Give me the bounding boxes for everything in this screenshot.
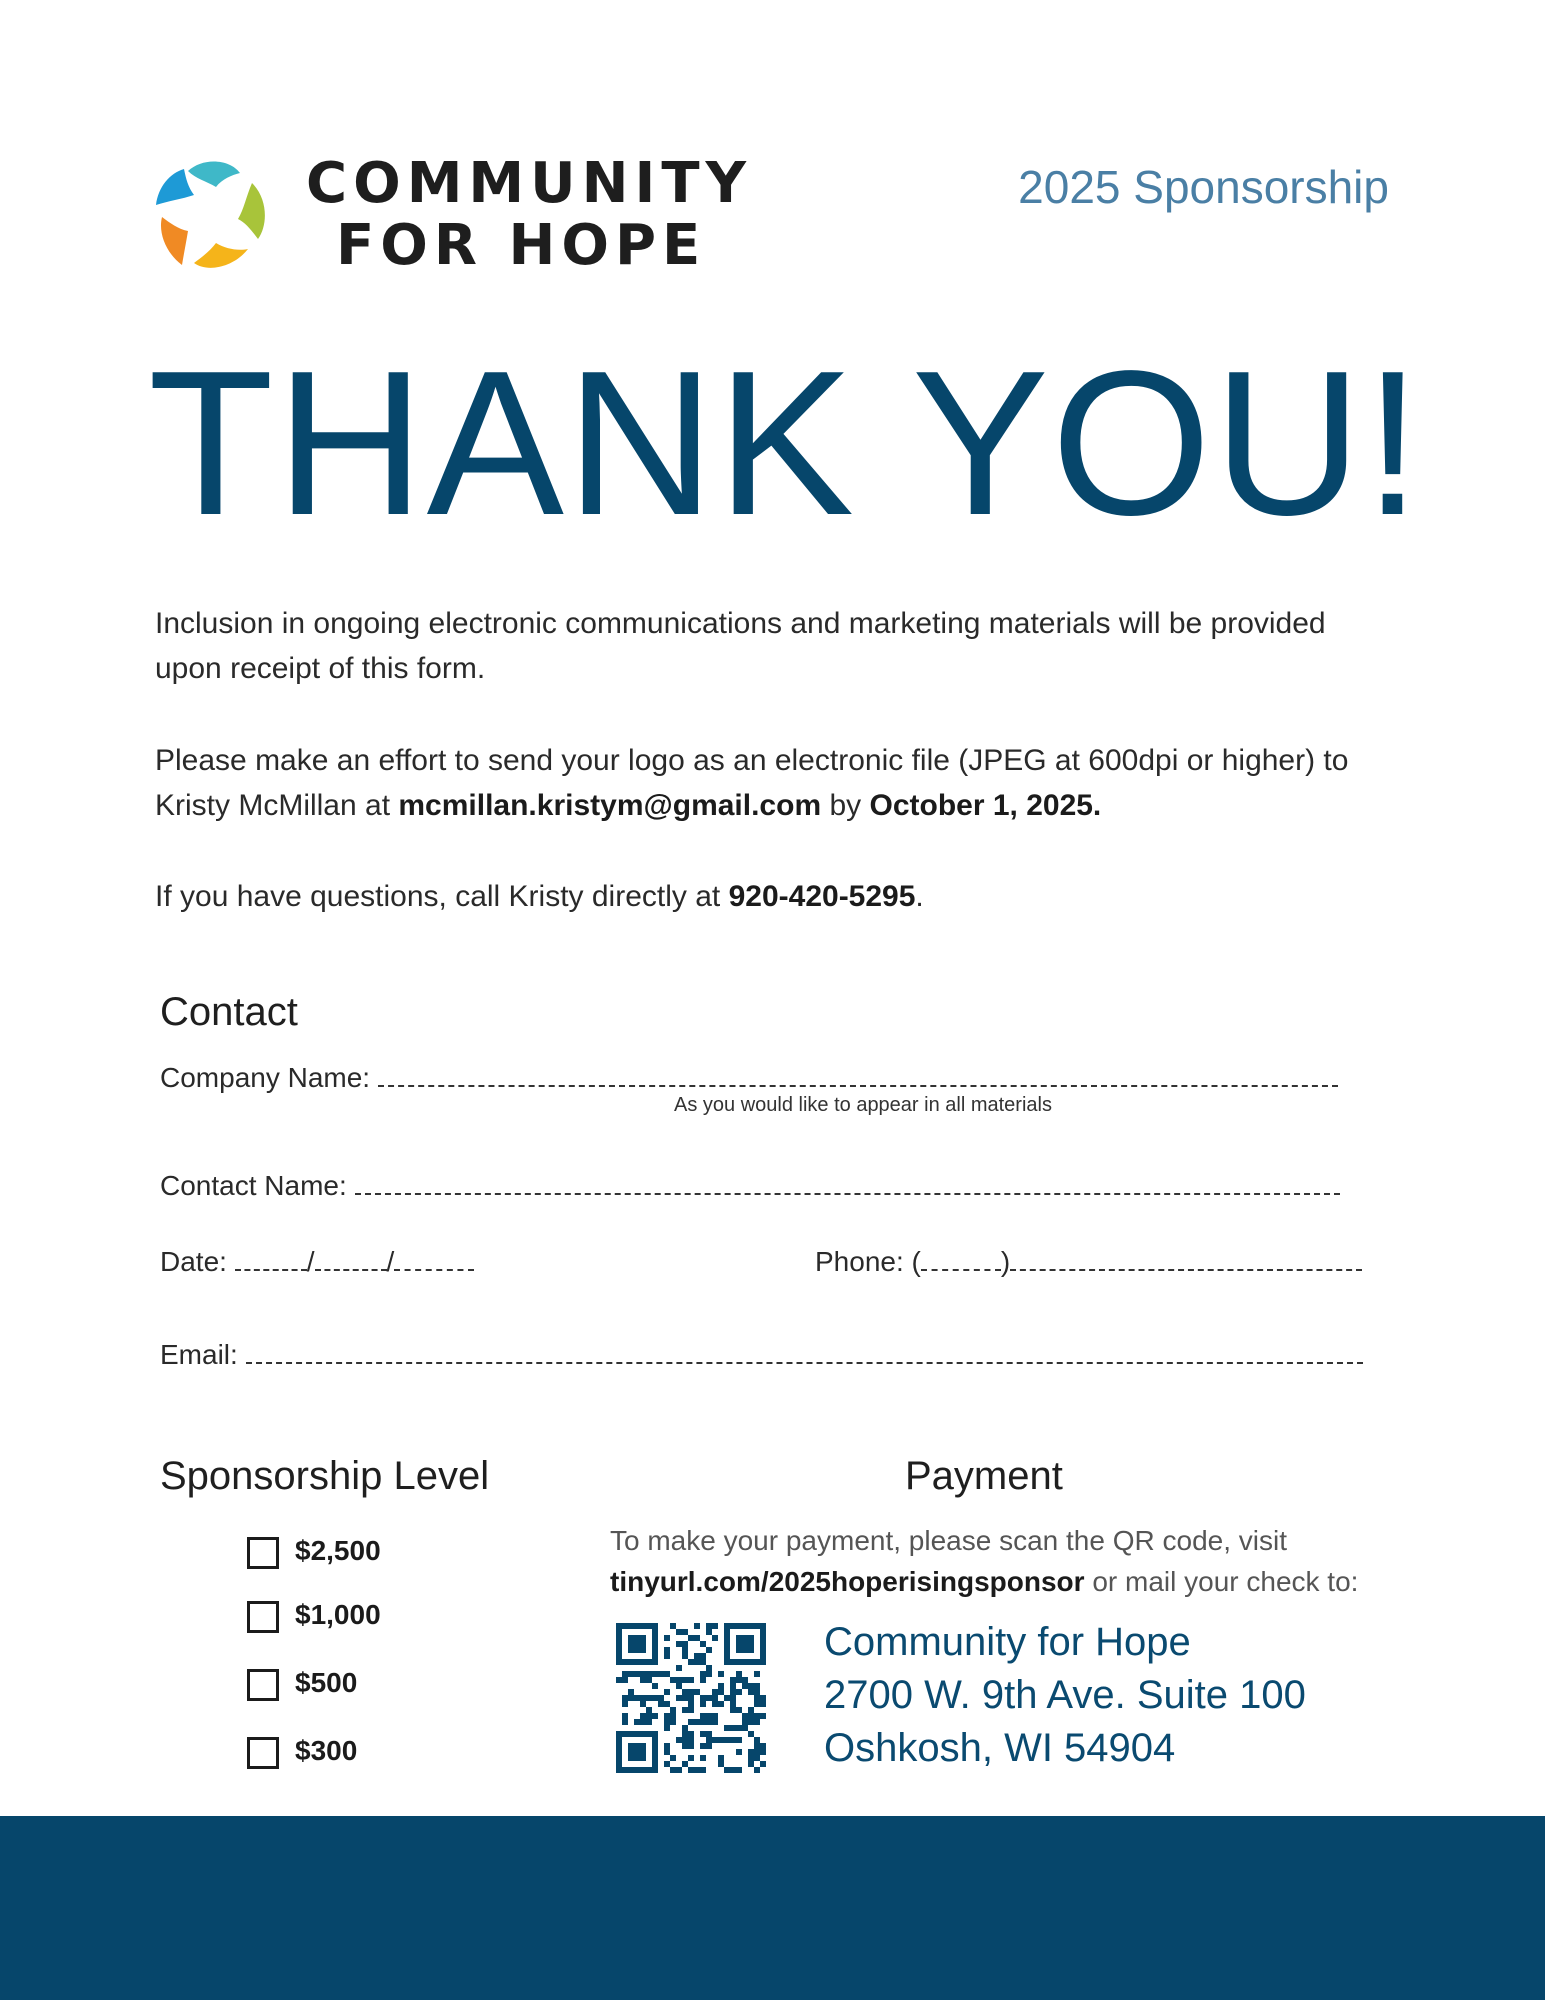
sponsorship-year-label: 2025 Sponsorship [1018,161,1389,213]
sponsorship-option[interactable] [247,1667,357,1701]
contact-phone-number[interactable]: 920-420-5295 [728,880,916,913]
intro-paragraph-1: Inclusion in ongoing electronic communications and marketing materials will be provided upon receipt of this form. [155,607,1326,685]
company-name-field[interactable] [160,1062,1338,1094]
intro-paragraph-2-text: Please make an effort to send your logo as an electronic file (JPEG at 600dpi or higher) to Kristy McMillan at [155,744,1349,822]
phone-field[interactable] [815,1246,1362,1278]
sponsorship-amount: $2,500 [295,1535,381,1566]
date-separator: / [306,1246,315,1277]
intro-paragraph-3-end: . [915,880,924,913]
date-separator: / [386,1246,395,1277]
contact-section-title: Contact [160,990,298,1034]
date-label: Date: [160,1246,227,1277]
checkbox[interactable] [247,1537,279,1569]
payment-text: To make your payment, please scan the QR code, visit [610,1525,1287,1556]
date-month-line[interactable] [235,1247,307,1271]
footer-band [0,1816,1545,2000]
logo-hands [156,161,265,267]
sponsorship-option[interactable] [247,1735,357,1769]
logo-deadline: October 1, 2025. [869,789,1102,822]
page-headline: THANK YOU! [148,328,1424,558]
sponsorship-level-title: Sponsorship Level [160,1454,490,1498]
checkbox[interactable] [247,1737,279,1769]
contact-name-line[interactable] [355,1171,1340,1195]
hands-circle-logo-icon [148,153,274,279]
sponsorship-option[interactable] [247,1535,381,1569]
company-name-label: Company Name: [160,1062,371,1093]
payment-text-end: or mail your check to: [1084,1566,1359,1597]
sponsorship-option[interactable] [247,1599,381,1633]
email-line[interactable] [246,1340,1363,1364]
phone-paren-open: ( [911,1246,921,1277]
checkbox[interactable] [247,1601,279,1633]
brand-name-line-1: COMMUNITY [306,151,753,216]
phone-area-code-line[interactable] [921,1247,1001,1271]
phone-number-line[interactable] [1010,1247,1362,1271]
company-name-hint: As you would like to appear in all materials [674,1094,1052,1116]
checkbox[interactable] [247,1669,279,1701]
intro-paragraph-2 [155,738,1395,828]
payment-instructions [610,1520,1410,1602]
qr-code-icon[interactable] [616,1623,766,1773]
contact-email-link[interactable]: mcmillan.kristym@gmail.com [398,789,822,822]
sponsorship-amount: $300 [295,1735,358,1766]
phone-label: Phone: [815,1246,904,1277]
mailing-address-line-3: Oshkosh, WI 54904 [824,1726,1176,1770]
intro-paragraph-2-by: by [821,789,870,822]
email-label: Email: [160,1339,238,1370]
company-name-line[interactable] [378,1063,1338,1087]
payment-section-title: Payment [905,1454,1063,1498]
date-day-line[interactable] [315,1247,387,1271]
sponsorship-amount: $500 [295,1667,358,1698]
intro-paragraph-3-text: If you have questions, call Kristy directly at [155,880,729,913]
payment-url-link[interactable]: tinyurl.com/2025hoperisingsponsor [610,1566,1085,1597]
contact-name-label: Contact Name: [160,1170,347,1201]
intro-paragraph-3 [155,874,1395,919]
email-field[interactable] [160,1339,1363,1371]
brand-name-line-2: FOR HOPE [336,213,707,278]
sponsorship-amount: $1,000 [295,1599,381,1630]
mailing-address-line-2: 2700 W. 9th Ave. Suite 100 [824,1673,1306,1717]
date-field[interactable] [160,1246,474,1278]
contact-name-field[interactable] [160,1170,1340,1202]
mailing-address-line-1: Community for Hope [824,1620,1191,1664]
phone-paren-close: ) [1000,1246,1011,1277]
date-year-line[interactable] [394,1247,474,1271]
